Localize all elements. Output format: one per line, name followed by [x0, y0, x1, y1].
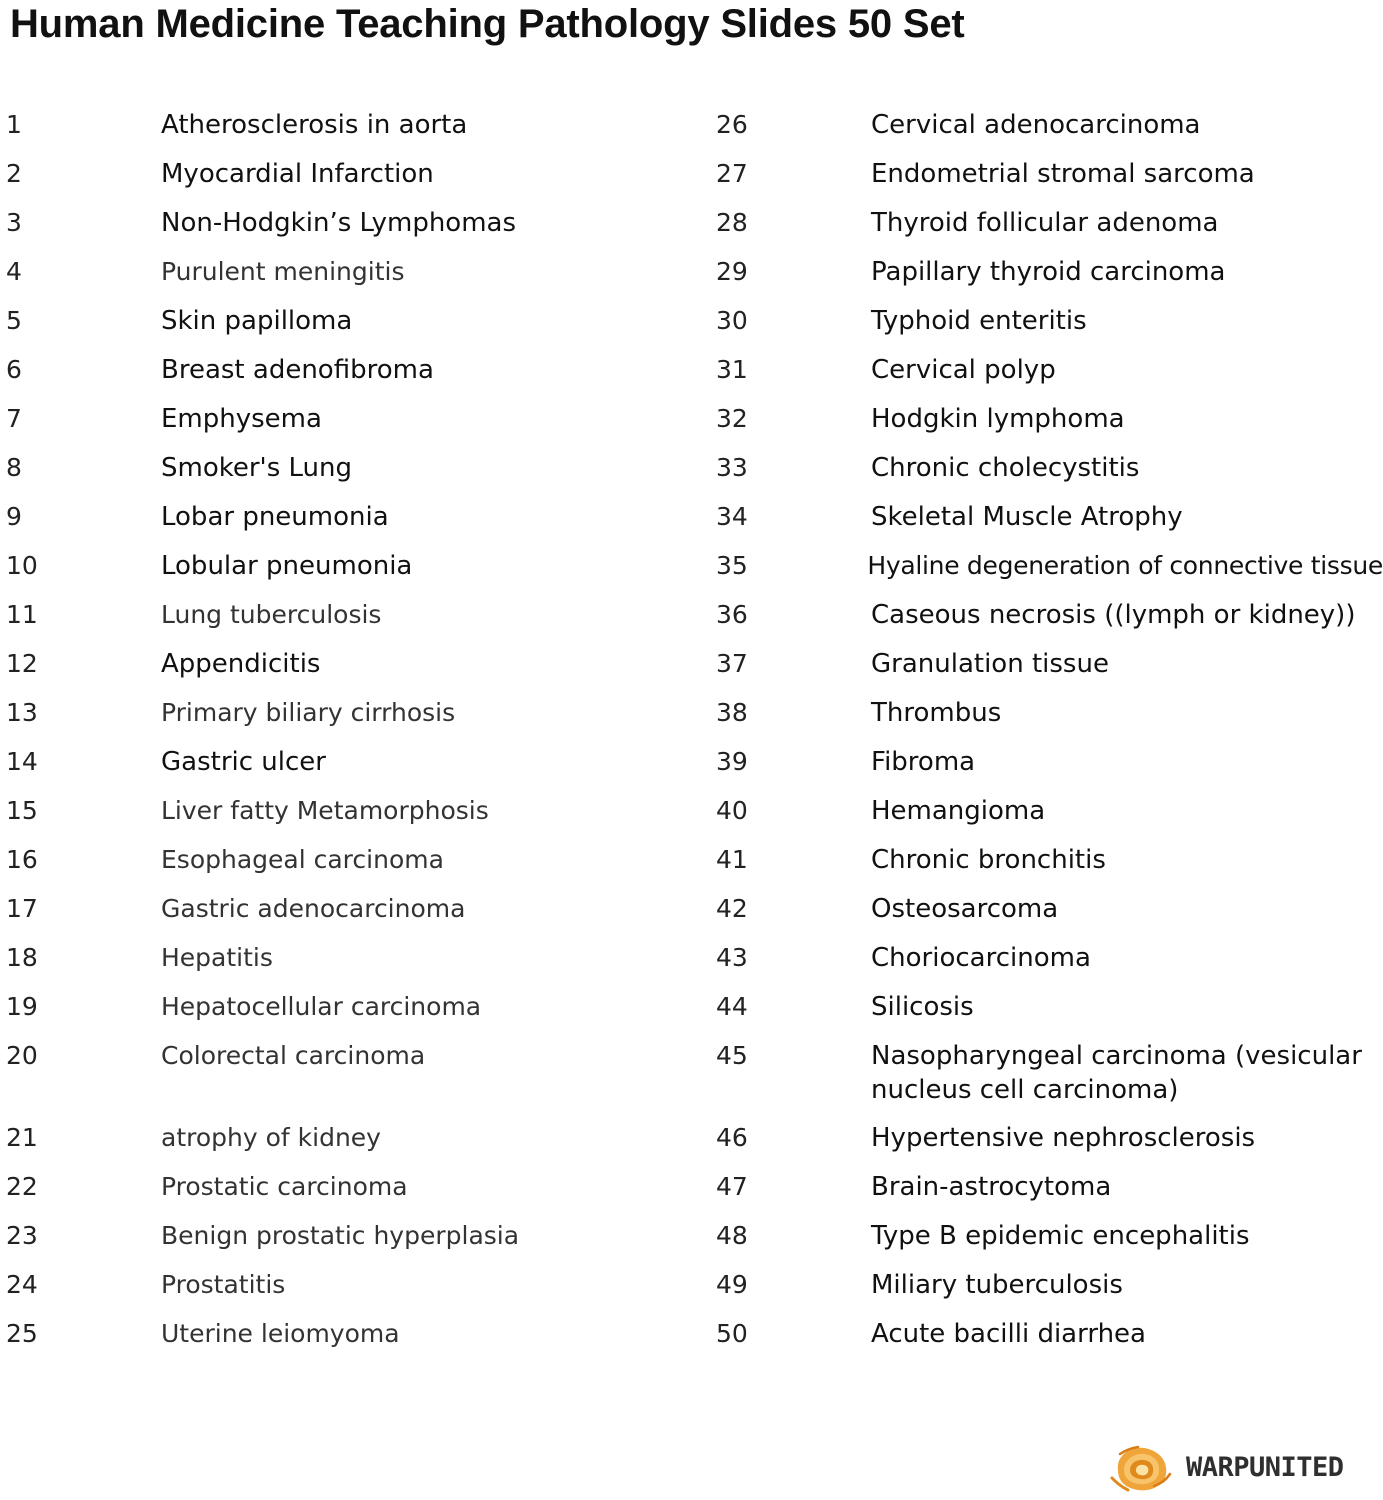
slide-name: Osteosarcoma [871, 894, 1059, 924]
slide-number: 34 [716, 502, 748, 531]
list-item [6, 745, 696, 794]
slide-number: 1 [6, 110, 22, 139]
slide-number: 28 [716, 208, 748, 237]
list-item [6, 157, 696, 206]
slide-number: 32 [716, 404, 748, 433]
list-item [6, 108, 696, 157]
slide-number: 5 [6, 306, 22, 335]
slide-number: 13 [6, 698, 38, 727]
slide-number: 35 [716, 551, 748, 580]
brand-name: WARPUNITED [1186, 1451, 1344, 1483]
list-item [6, 1219, 696, 1268]
slide-name: Cervical polyp [871, 355, 1056, 385]
slide-name: Granulation tissue [871, 649, 1109, 679]
list-item [716, 941, 1383, 990]
slide-name: Hyaline degeneration of connective tissue [867, 551, 1383, 580]
list-item [6, 1039, 696, 1121]
list-item [716, 1317, 1383, 1366]
list-item [6, 1317, 696, 1366]
list-item [6, 549, 696, 598]
slide-name: Appendicitis [161, 649, 321, 679]
slide-number: 24 [6, 1270, 38, 1299]
slide-number: 17 [6, 894, 38, 923]
slide-number: 27 [716, 159, 748, 188]
list-item [716, 598, 1383, 647]
slide-name: Silicosis [871, 992, 974, 1022]
list-item [716, 1170, 1383, 1219]
rose-logo-icon [1110, 1440, 1176, 1494]
slide-name: Skin papilloma [161, 306, 353, 336]
slide-number: 21 [6, 1123, 38, 1152]
slide-name: Uterine leiomyoma [161, 1319, 400, 1348]
slide-name: Prostatitis [161, 1270, 286, 1299]
slide-number: 36 [716, 600, 748, 629]
slide-number: 44 [716, 992, 748, 1021]
slide-number: 9 [6, 502, 22, 531]
list-item [6, 500, 696, 549]
list-item [716, 157, 1383, 206]
slide-name: Endometrial stromal sarcoma [871, 159, 1255, 189]
slide-list-right [716, 108, 1383, 1366]
slide-number: 50 [716, 1319, 748, 1348]
brand-logo [1110, 1440, 1360, 1494]
slide-name: Lobar pneumonia [161, 502, 389, 532]
slide-name: Fibroma [871, 747, 976, 777]
slide-name: Cervical adenocarcinoma [871, 110, 1201, 140]
list-item [6, 1170, 696, 1219]
list-item [716, 745, 1383, 794]
list-item [6, 1121, 696, 1170]
slide-name: Atherosclerosis in aorta [161, 110, 468, 140]
list-item [716, 304, 1383, 353]
slide-name: Acute bacilli diarrhea [871, 1319, 1146, 1349]
slide-number: 20 [6, 1041, 38, 1070]
slide-name: Non-Hodgkin’s Lymphomas [161, 208, 517, 238]
slide-number: 10 [6, 551, 38, 580]
list-item [716, 206, 1383, 255]
slide-name: Hodgkin lymphoma [871, 404, 1125, 434]
slide-number: 48 [716, 1221, 748, 1250]
slide-number: 40 [716, 796, 748, 825]
list-item [716, 647, 1383, 696]
slide-number: 18 [6, 943, 38, 972]
slide-name: Choriocarcinoma [871, 943, 1091, 973]
slide-name: Hepatitis [161, 943, 273, 972]
list-item [6, 647, 696, 696]
list-item [6, 402, 696, 451]
list-item [6, 598, 696, 647]
slide-name: Esophageal carcinoma [161, 845, 444, 874]
slide-number: 49 [716, 1270, 748, 1299]
list-item [6, 990, 696, 1039]
slide-name: Benign prostatic hyperplasia [161, 1221, 520, 1250]
list-item [6, 941, 696, 990]
list-item [716, 108, 1383, 157]
slide-number: 26 [716, 110, 748, 139]
slide-number: 14 [6, 747, 38, 776]
slide-name: Thrombus [871, 698, 1002, 728]
list-item [6, 1268, 696, 1317]
list-item [6, 794, 696, 843]
list-item [716, 794, 1383, 843]
list-item [6, 304, 696, 353]
list-item [716, 1219, 1383, 1268]
slide-name: Liver fatty Metamorphosis [161, 796, 489, 825]
slide-name: Nasopharyngeal carcinoma (vesicular nucleus cell carcinoma) [871, 1041, 1362, 1105]
slide-name: Typhoid enteritis [871, 306, 1087, 336]
slide-name: Chronic cholecystitis [871, 453, 1140, 483]
slide-number: 7 [6, 404, 22, 433]
slide-name: Hemangioma [871, 796, 1046, 826]
slide-number: 6 [6, 355, 22, 384]
slide-number: 11 [6, 600, 38, 629]
list-item [6, 696, 696, 745]
slide-name: atrophy of kidney [161, 1123, 381, 1152]
list-item [6, 206, 696, 255]
slide-name: Prostatic carcinoma [161, 1172, 408, 1201]
slide-number: 12 [6, 649, 38, 678]
list-item [716, 990, 1383, 1039]
slide-name: Thyroid follicular adenoma [871, 208, 1219, 238]
list-item [716, 843, 1383, 892]
slide-number: 47 [716, 1172, 748, 1201]
list-item [716, 451, 1383, 500]
slide-name: Gastric ulcer [161, 747, 326, 777]
list-item [716, 1121, 1383, 1170]
slide-name: Lobular pneumonia [161, 551, 413, 581]
slide-number: 19 [6, 992, 38, 1021]
slide-name: Myocardial Infarction [161, 159, 434, 189]
slide-number: 4 [6, 257, 22, 286]
slide-name: Skeletal Muscle Atrophy [871, 502, 1183, 532]
list-item [6, 353, 696, 402]
slide-name: Gastric adenocarcinoma [161, 894, 466, 923]
slide-name: Breast adenofibroma [161, 355, 434, 385]
slide-number: 37 [716, 649, 748, 678]
slide-number: 15 [6, 796, 38, 825]
slide-name: Hypertensive nephrosclerosis [871, 1123, 1256, 1153]
slide-number: 3 [6, 208, 22, 237]
slide-number: 45 [716, 1041, 748, 1070]
slide-name: Primary biliary cirrhosis [161, 698, 456, 727]
slide-name: Smoker's Lung [161, 453, 353, 483]
slide-number: 39 [716, 747, 748, 776]
slide-number: 31 [716, 355, 748, 384]
slide-number: 46 [716, 1123, 748, 1152]
slide-list-left [6, 108, 696, 1366]
list-item [6, 255, 696, 304]
slide-number: 42 [716, 894, 748, 923]
list-item [6, 843, 696, 892]
slide-name: Brain-astrocytoma [871, 1172, 1112, 1202]
slide-number: 23 [6, 1221, 38, 1250]
list-item [716, 500, 1383, 549]
slide-number: 33 [716, 453, 748, 482]
slide-number: 22 [6, 1172, 38, 1201]
slide-name: Purulent meningitis [161, 257, 405, 286]
slide-name: Lung tuberculosis [161, 600, 382, 629]
list-item [716, 696, 1383, 745]
list-item [716, 402, 1383, 451]
slide-name: Miliary tuberculosis [871, 1270, 1123, 1300]
slide-number: 16 [6, 845, 38, 874]
slide-number: 30 [716, 306, 748, 335]
list-item [716, 353, 1383, 402]
slide-number: 25 [6, 1319, 38, 1348]
slide-name: Emphysema [161, 404, 322, 434]
slide-name: Colorectal carcinoma [161, 1041, 426, 1070]
list-item [716, 892, 1383, 941]
slide-number: 38 [716, 698, 748, 727]
slide-name: Papillary thyroid carcinoma [871, 257, 1226, 287]
list-item [716, 549, 1383, 598]
page-title: Human Medicine Teaching Pathology Slides 50 Set [10, 2, 965, 46]
slide-name: Hepatocellular carcinoma [161, 992, 482, 1021]
slide-number: 29 [716, 257, 748, 286]
list-item [716, 255, 1383, 304]
slide-number: 43 [716, 943, 748, 972]
list-item [716, 1039, 1383, 1121]
slide-number: 2 [6, 159, 22, 188]
slide-name: Type B epidemic encephalitis [871, 1221, 1250, 1251]
slide-number: 8 [6, 453, 22, 482]
slide-name: Chronic bronchitis [871, 845, 1106, 875]
list-item [716, 1268, 1383, 1317]
slide-name: Caseous necrosis ((lymph or kidney)) [871, 600, 1356, 630]
list-item [6, 451, 696, 500]
list-item [6, 892, 696, 941]
slide-number: 41 [716, 845, 748, 874]
